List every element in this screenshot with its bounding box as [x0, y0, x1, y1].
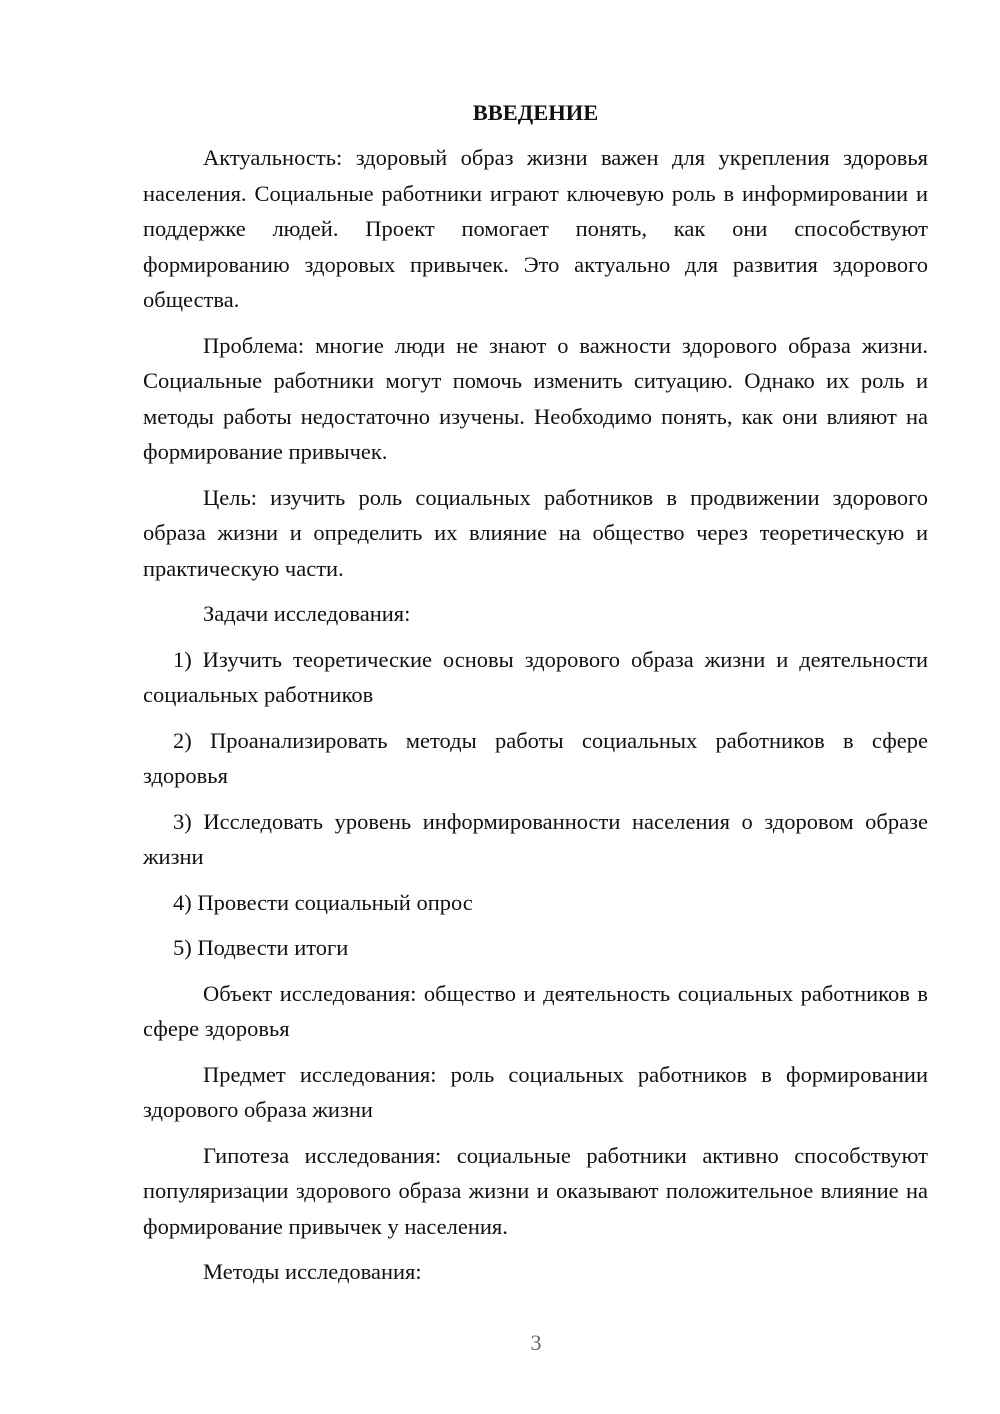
task-item-4: 4) Провести социальный опрос: [173, 889, 473, 915]
document-page: [143, 95, 928, 1300]
hypothesis-paragraph: Гипотеза исследования: социальные работники активно способствуют популяризации здорового образа жизни и оказывают положительное влияние на формирование привычек у населения.: [143, 1142, 928, 1239]
task-item-3: 3) Исследовать уровень информированности населения о здоровом образе жизни: [143, 808, 928, 869]
problem-paragraph: Проблема: многие люди не знают о важности здорового образа жизни. Социальные работники могут помочь изменить ситуацию. Однако их роль и методы работы недостаточно изучены. Необходимо понять, как они влияют на формирование привычек.: [143, 332, 928, 464]
task-item-5: 5) Подвести итоги: [173, 935, 349, 960]
section-title: ВВЕДЕНИЕ: [472, 100, 599, 125]
tasks-heading: Задачи исследования:: [203, 601, 411, 626]
task-item-2: 2) Проанализировать методы работы социальных работников в сфере здоровья: [143, 727, 928, 788]
relevance-paragraph: Актуальность: здоровый образ жизни важен для укрепления здоровья населения. Социальные работники играют ключевую роль в информировании и поддержке людей. Проект помогает понять, как они способствуют формированию здоровых привычек. Это актуально для развития здорового общества.: [143, 145, 928, 312]
goal-paragraph: Цель: изучить роль социальных работников в продвижении здорового образа жизни и определить их влияние на общество через теоретическую и практическую части.: [143, 484, 928, 581]
subject-paragraph: Предмет исследования: роль социальных работников в формировании здорового образа жизни: [143, 1061, 928, 1122]
task-item-1: 1) Изучить теоретические основы здорового образа жизни и деятельности социальных работников: [143, 646, 928, 707]
page-number: 3: [530, 1330, 542, 1355]
methods-heading: Методы исследования:: [203, 1259, 422, 1284]
object-paragraph: Объект исследования: общество и деятельность социальных работников в сфере здоровья: [143, 980, 928, 1041]
